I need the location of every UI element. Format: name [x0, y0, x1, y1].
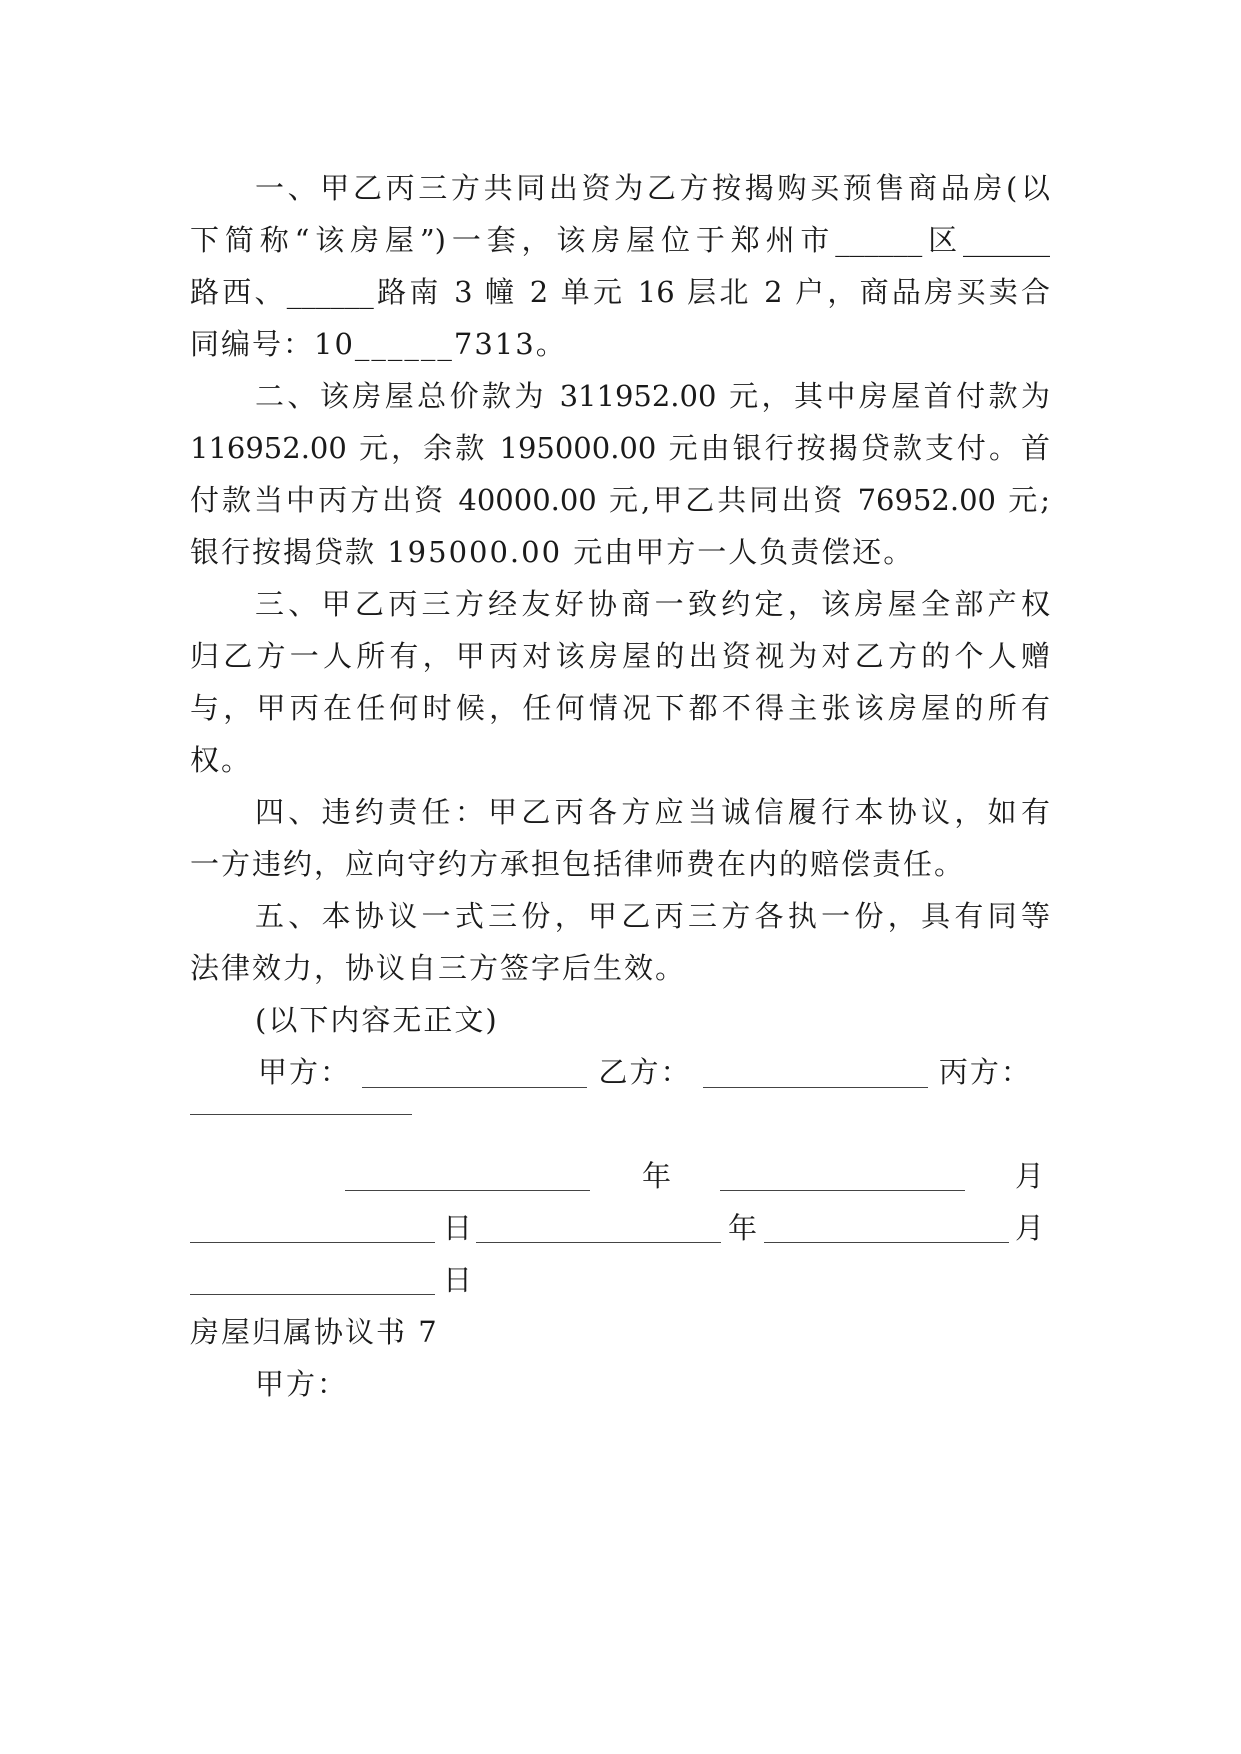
date-line-2	[720, 1190, 965, 1191]
party-b-label: 乙方：	[598, 1055, 692, 1089]
party-c-sign-line	[190, 1114, 412, 1115]
clause-5-line-1: 五、本协议一式三份，甲乙丙三方各执一份，具有同等	[255, 899, 1050, 933]
party-c-label: 丙方：	[938, 1055, 1032, 1089]
party-a-heading: 甲方：	[255, 1367, 349, 1401]
agreement-title-7: 房屋归属协议书 7	[190, 1315, 439, 1349]
clause-1-line-3: 路西、______路南 3 幢 2 单元 16 层北 2 户，商品房买卖合	[190, 275, 1050, 309]
year-label-1: 年	[642, 1159, 674, 1193]
party-b-sign-line	[703, 1087, 928, 1088]
month-label-1: 月	[1015, 1159, 1047, 1193]
clause-4-line-2: 一方违约，应向守约方承担包括律师费在内的赔偿责任。	[190, 847, 966, 881]
date-line-4	[476, 1242, 721, 1243]
no-text-note: (以下内容无正文)	[255, 1003, 499, 1037]
clause-4-line-1: 四、违约责任：甲乙丙各方应当诚信履行本协议，如有	[255, 795, 1050, 829]
year-label-2: 年	[728, 1211, 760, 1245]
date-line-6	[190, 1294, 435, 1295]
clause-2-line-1: 二、该房屋总价款为 311952.00 元，其中房屋首付款为	[255, 379, 1050, 413]
signature-row	[258, 1052, 1058, 1092]
date-line-3	[190, 1242, 435, 1243]
party-a-sign-line	[362, 1087, 587, 1088]
clause-1-line-1: 一、甲乙丙三方共同出资为乙方按揭购买预售商品房(以	[255, 171, 1050, 205]
day-label-2: 日	[443, 1263, 475, 1297]
clause-1-line-2: 下简称“该房屋”)一套，该房屋位于郑州市______区______	[190, 223, 1050, 257]
clause-5-line-2: 法律效力，协议自三方签字后生效。	[190, 951, 687, 985]
day-label-1: 日	[443, 1211, 475, 1245]
party-a-label: 甲方：	[258, 1055, 352, 1089]
month-label-2: 月	[1015, 1211, 1047, 1245]
clause-3-line-1: 三、甲乙丙三方经友好协商一致约定，该房屋全部产权	[255, 587, 1050, 621]
clause-3-line-3: 与，甲丙在任何时候，任何情况下都不得主张该房屋的所有	[190, 691, 1050, 725]
clause-3-line-4: 权。	[190, 743, 253, 777]
clause-1-line-4: 同编号：10______7313。	[190, 327, 567, 361]
clause-2-line-3: 付款当中丙方出资 40000.00 元,甲乙共同出资 76952.00 元;	[190, 483, 1050, 517]
clause-2-line-2: 116952.00 元，余款 195000.00 元由银行按揭贷款支付。首	[190, 431, 1050, 465]
date-line-5	[764, 1242, 1009, 1243]
clause-3-line-2: 归乙方一人所有，甲丙对该房屋的出资视为对乙方的个人赠	[190, 639, 1050, 673]
date-line-1	[345, 1190, 590, 1191]
clause-2-line-4: 银行按揭贷款 195000.00 元由甲方一人负责偿还。	[190, 535, 915, 569]
